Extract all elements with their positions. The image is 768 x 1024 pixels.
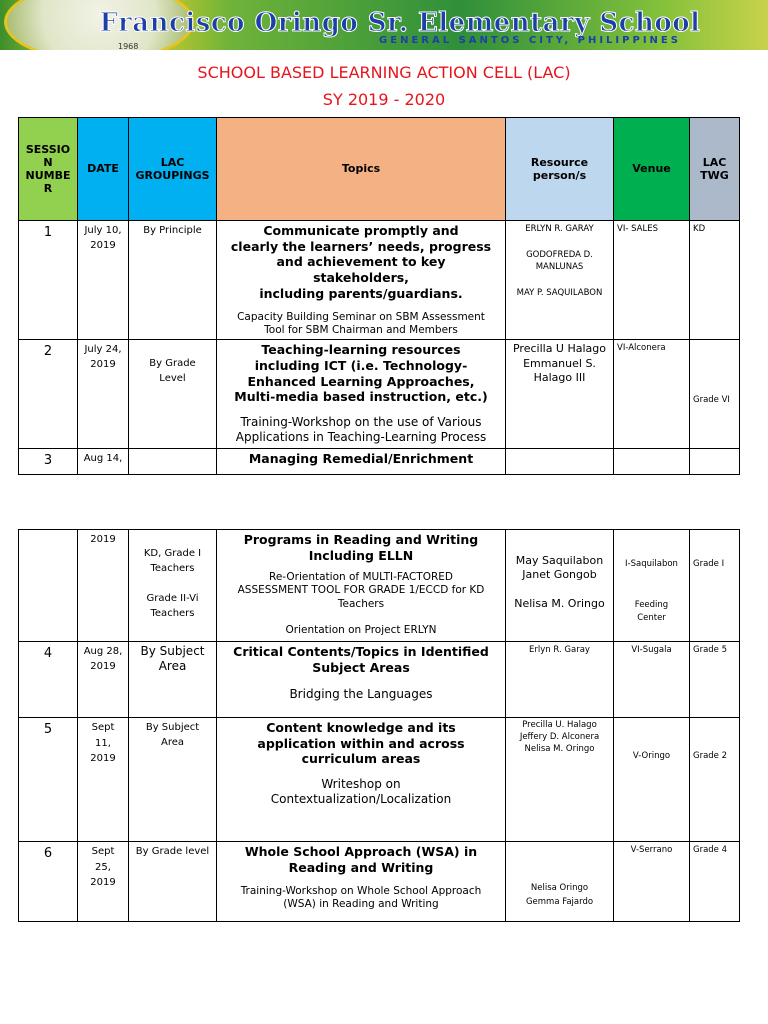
resource-persons: May Saquilabon Janet Gongob Nelisa M. Oringo	[506, 530, 614, 642]
lac-twg: KD	[690, 221, 740, 340]
session-date: Sept 25, 2019	[78, 842, 129, 922]
table-row	[19, 842, 740, 922]
lac-twg: Grade 4	[690, 842, 740, 922]
topic-main: Programs in Reading and Writing Including ELLN	[243, 532, 479, 563]
topic-cell	[217, 718, 506, 842]
venue: V-Oringo	[614, 718, 690, 842]
topic-main: Teaching-learning resources including ICT (i.e. Technology- Enhanced Learning Approaches, Multi-media based instruction, etc.)	[234, 342, 488, 405]
session-number: 6	[19, 842, 78, 922]
header-venue: Venue	[614, 118, 690, 221]
venue: VI-Sugala	[614, 642, 690, 718]
school-location: GENERAL SANTOS CITY, PHILIPPINES	[379, 35, 681, 46]
session-date: Aug 14,	[78, 449, 129, 475]
lac-twg	[690, 449, 740, 475]
session-date: Sept 11, 2019	[78, 718, 129, 842]
resource-persons: ERLYN R. GARAY GODOFREDA D. MANLUNAS MAY P. SAQUILABON	[506, 221, 614, 340]
topic-main: Managing Remedial/Enrichment	[217, 449, 506, 475]
venue: VI-Alconera	[614, 340, 690, 449]
resource-persons: Precilla U Halago Emmanuel S. Halago III	[506, 340, 614, 449]
session-date: July 24, 2019	[78, 340, 129, 449]
session-number	[19, 530, 78, 642]
school-banner	[0, 0, 768, 50]
session-number: 1	[19, 221, 78, 340]
topic-main: Content knowledge and its application within and across curriculum areas	[257, 720, 465, 767]
topic-sub: Re-Orientation of MULTI-FACTORED ASSESSMENT TOOL FOR GRADE 1/ECCD for KD Teachers Orientation on Project ERLYN	[237, 571, 485, 636]
table-row	[19, 718, 740, 842]
venue: V-Serrano	[614, 842, 690, 922]
session-date: July 10, 2019	[78, 221, 129, 340]
table-row	[19, 449, 740, 475]
resource-persons	[506, 449, 614, 475]
lac-grouping: By Subject Area	[129, 642, 217, 718]
topic-cell	[217, 842, 506, 922]
lac-grouping: By Grade Level	[129, 340, 217, 449]
resource-persons: Erlyn R. Garay	[506, 642, 614, 718]
lac-twg: Grade VI	[690, 340, 740, 449]
seal-year: 1968	[118, 42, 139, 50]
table-header-row	[19, 118, 740, 221]
topic-sub: Bridging the Languages	[289, 687, 433, 702]
topic-main: Critical Contents/Topics in Identified Subject Areas	[233, 644, 489, 675]
topic-sub: Training-Workshop on Whole School Approach (WSA) in Reading and Writing	[240, 885, 482, 911]
table-row	[19, 221, 740, 340]
lac-schedule-table-page1	[18, 117, 740, 475]
lac-schedule-table-page2	[18, 529, 740, 922]
session-number: 3	[19, 449, 78, 475]
lac-grouping: By Grade level	[129, 842, 217, 922]
resource-persons: Nelisa Oringo Gemma Fajardo	[506, 842, 614, 922]
topic-main: Communicate promptly and clearly the learners’ needs, progress and achievement to key stakeholders, including parents/guardians.	[230, 223, 492, 301]
session-date: Aug 28, 2019	[78, 642, 129, 718]
lac-grouping: By Subject Area	[129, 718, 217, 842]
session-number: 4	[19, 642, 78, 718]
header-session-number: SESSIO N NUMBE R	[19, 118, 78, 221]
lac-twg: Grade I	[690, 530, 740, 642]
topic-cell	[217, 221, 506, 340]
lac-grouping: By Principle	[129, 221, 217, 340]
header-lac-twg: LAC TWG	[690, 118, 740, 221]
table-row	[19, 340, 740, 449]
venue	[614, 449, 690, 475]
venue: I-Saquilabon Feeding Center	[614, 530, 690, 642]
venue: VI- SALES	[614, 221, 690, 340]
lac-grouping	[129, 449, 217, 475]
topic-cell	[217, 340, 506, 449]
topic-sub: Writeshop on Contextualization/Localization	[270, 776, 452, 807]
session-number: 2	[19, 340, 78, 449]
header-topics: Topics	[217, 118, 506, 221]
header-lac-groupings: LAC GROUPINGS	[129, 118, 217, 221]
header-resource-persons: Resource person/s	[506, 118, 614, 221]
lac-twg: Grade 5	[690, 642, 740, 718]
topic-main: Whole School Approach (WSA) in Reading and Writing	[244, 844, 478, 875]
topic-cell	[217, 530, 506, 642]
table-row	[19, 642, 740, 718]
header-date: DATE	[78, 118, 129, 221]
school-name: Francisco Oringo Sr. Elementary School	[99, 8, 701, 38]
resource-persons: Precilla U. Halago Jeffery D. Alconera Nelisa M. Oringo	[506, 718, 614, 842]
document-title: SCHOOL BASED LEARNING ACTION CELL (LAC)	[197, 63, 571, 82]
topic-cell	[217, 642, 506, 718]
topic-sub: Training-Workshop on the use of Various Applications in Teaching-Learning Process	[235, 414, 487, 445]
session-date: 2019	[78, 530, 129, 642]
lac-grouping: KD, Grade I Teachers Grade II-Vi Teachers	[129, 530, 217, 642]
school-year: SY 2019 - 2020	[322, 90, 446, 109]
lac-twg: Grade 2	[690, 718, 740, 842]
topic-sub: Capacity Building Seminar on SBM Assessment Tool for SBM Chairman and Members	[237, 311, 485, 337]
table-row	[19, 530, 740, 642]
session-number: 5	[19, 718, 78, 842]
